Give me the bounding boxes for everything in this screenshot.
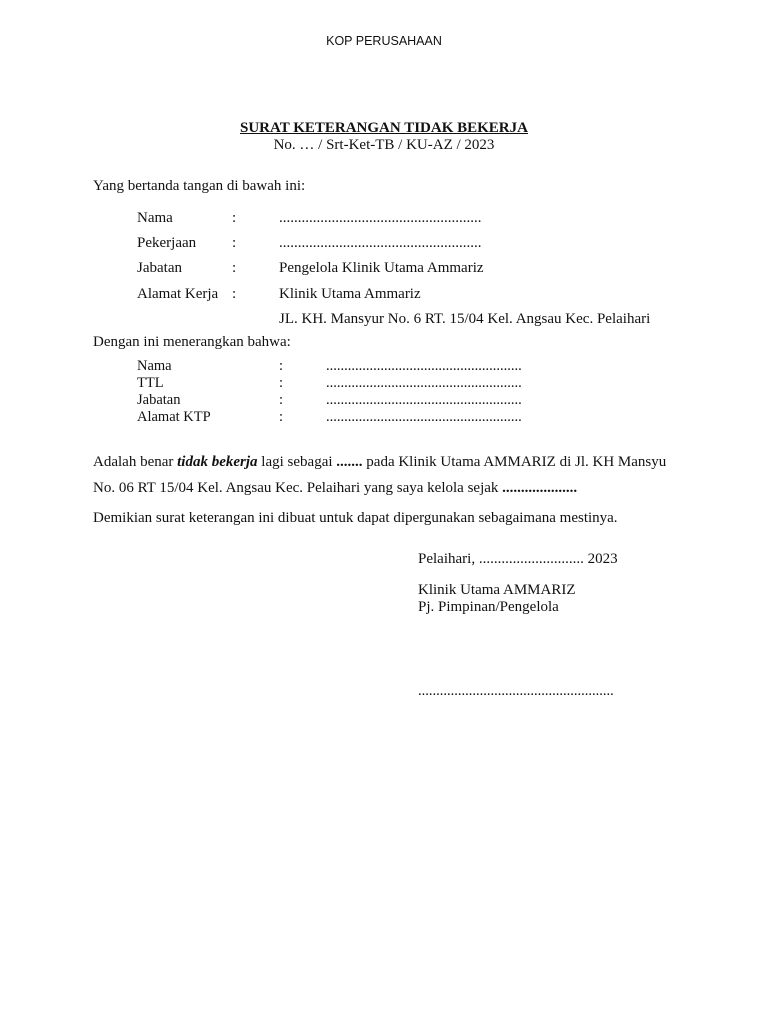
signer-value: Klinik Utama Ammariz <box>279 286 421 302</box>
subject-colon: : <box>279 409 284 425</box>
letter-number: No. … / Srt-Ket-TB / KU-AZ / 2023 <box>273 137 495 153</box>
signer-colon: : <box>232 286 237 302</box>
signer-label: Pekerjaan <box>137 235 197 251</box>
signer-address-line2: JL. KH. Mansyur No. 6 RT. 15/04 Kel. Angsau Kec. Pelaihari <box>279 311 651 327</box>
emphasis-text: tidak bekerja <box>177 454 258 470</box>
blank-dots: .................... <box>502 480 578 496</box>
body-text: lagi sebagai <box>257 454 337 470</box>
signer-colon: : <box>232 260 237 276</box>
subject-value: ...................................................... <box>326 409 522 425</box>
subject-label: TTL <box>137 375 164 391</box>
signer-value: ...................................................... <box>279 210 482 226</box>
subject-value: ...................................................... <box>326 358 522 374</box>
statement-intro: Dengan ini menerangkan bahwa: <box>93 334 291 350</box>
signer-label: Jabatan <box>137 260 182 276</box>
subject-label: Jabatan <box>137 392 181 408</box>
intro-text: Yang bertanda tangan di bawah ini: <box>93 178 306 194</box>
signer-label: Alamat Kerja <box>137 286 219 302</box>
body-text: pada Klinik Utama AMMARIZ di Jl. KH Mansyu <box>362 454 667 470</box>
letterhead-placeholder: KOP PERUSAHAAN <box>326 34 442 48</box>
subject-label: Alamat KTP <box>137 409 211 425</box>
closing-statement: Demikian surat keterangan ini dibuat untuk dapat dipergunakan sebagaimana mestinya. <box>93 510 618 526</box>
body-line-1 <box>93 454 666 471</box>
body-text: No. 06 RT 15/04 Kel. Angsau Kec. Pelaihari yang saya kelola sejak <box>93 480 503 496</box>
signer-value: ...................................................... <box>279 235 482 251</box>
subject-value: ...................................................... <box>326 392 522 408</box>
signer-label: Nama <box>137 210 173 226</box>
body-text: Adalah benar <box>93 454 178 470</box>
signature-line: ...................................................... <box>418 683 614 699</box>
signer-colon: : <box>232 210 237 226</box>
subject-colon: : <box>279 392 284 408</box>
subject-value: ...................................................... <box>326 375 522 391</box>
letter-title: SURAT KETERANGAN TIDAK BEKERJA <box>240 120 528 136</box>
body-line-2 <box>93 480 577 497</box>
place-date: Pelaihari, ............................ 2023 <box>418 551 618 567</box>
subject-label: Nama <box>137 358 172 374</box>
subject-colon: : <box>279 375 284 391</box>
subject-colon: : <box>279 358 284 374</box>
signer-colon: : <box>232 235 237 251</box>
signature-position: Pj. Pimpinan/Pengelola <box>418 599 559 615</box>
signer-value: Pengelola Klinik Utama Ammariz <box>279 260 484 276</box>
blank-dots: ....... <box>336 454 363 470</box>
signature-org: Klinik Utama AMMARIZ <box>418 582 576 598</box>
